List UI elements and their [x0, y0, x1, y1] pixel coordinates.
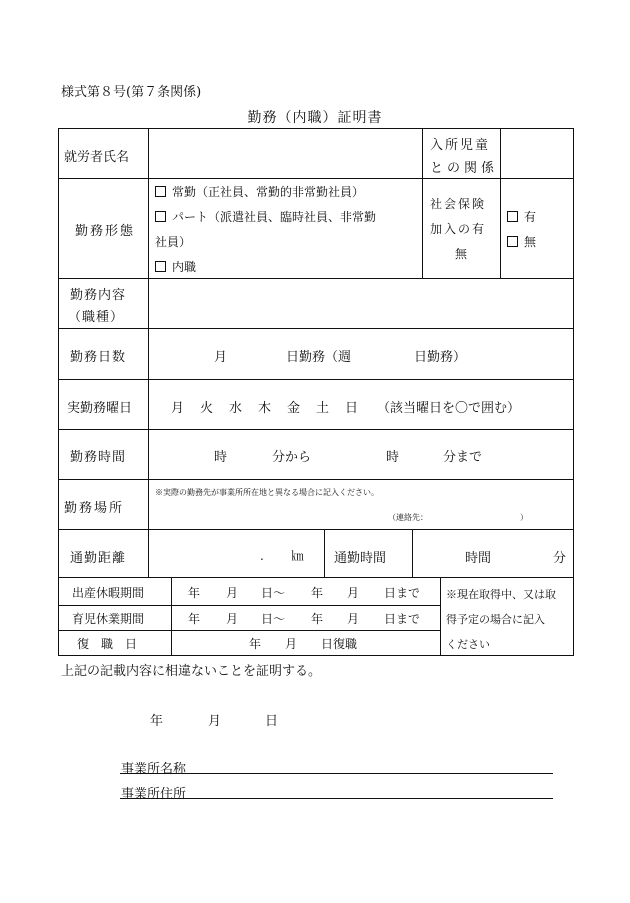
child-relation-label-1: 入所児童: [430, 138, 491, 153]
commute-distance-unit: . ㎞: [260, 549, 304, 563]
weekday-fri[interactable]: 金: [287, 401, 301, 416]
maternity-to-day: 日まで: [384, 586, 421, 600]
worker-name-label: 就労者氏名: [64, 150, 130, 165]
insurance-label-2: 加入の有: [430, 222, 487, 236]
work-days-label: 勤務日数: [70, 350, 127, 365]
work-days-weekly: 日勤務）: [414, 350, 467, 365]
weekday-thu[interactable]: 木: [258, 401, 272, 416]
company-name-field[interactable]: [200, 756, 552, 773]
maternity-from-day: 日〜: [261, 586, 286, 600]
commute-time-minutes: 分: [553, 551, 567, 566]
document-title: 勤務（内職）証明書: [247, 110, 383, 126]
checkbox-icon[interactable]: [507, 236, 518, 247]
leave-note-3: ください: [446, 638, 490, 651]
location-note: ※実際の勤務先が事業所所在地と異なる場合に記入ください。: [155, 488, 379, 497]
leave-note-2: 得予定の場合に記入: [446, 613, 545, 626]
hours-from: 分から: [272, 450, 312, 465]
insurance-label-1: 社会保険: [430, 197, 487, 211]
childcare-to-day: 日まで: [384, 612, 421, 626]
job-content-label-2: （職種）: [68, 310, 125, 325]
maternity-to-month: 月: [347, 586, 360, 600]
weekdays-label: 実勤務曜日: [67, 401, 133, 416]
childcare-from-month: 月: [226, 612, 239, 626]
date-year: 年: [150, 714, 164, 729]
work-days-days: 日勤務（週: [286, 350, 352, 365]
weekday-mon[interactable]: 月: [171, 401, 185, 416]
date-day: 日: [265, 714, 279, 729]
work-type-fulltime[interactable]: 常勤（正社員、常勤的非常勤社員）: [155, 183, 364, 200]
commute-time-hours: 時間: [465, 551, 492, 566]
weekdays-note: （該当曜日を〇で囲む）: [377, 401, 521, 416]
checkbox-icon[interactable]: [155, 211, 166, 222]
hours-until: 分まで: [443, 450, 483, 465]
location-field[interactable]: [150, 500, 380, 527]
certification-statement: 上記の記載内容に相違ないことを証明する。: [61, 664, 322, 679]
work-type-parttime[interactable]: パート（派遣社員、臨時社員、非常勤: [155, 208, 376, 225]
childcare-label: 育児休業期間: [72, 612, 145, 626]
work-days-month: 月: [214, 350, 228, 365]
company-address-field[interactable]: [200, 781, 552, 798]
company-address-label: 事業所住所: [121, 787, 187, 802]
insurance-label-3: 無: [455, 247, 468, 261]
job-content-label-1: 勤務内容: [70, 288, 127, 303]
childcare-from-day: 日〜: [261, 612, 286, 626]
hours-hour1: 時: [214, 450, 228, 465]
return-label: 復 職 日: [77, 637, 138, 651]
date-month: 月: [208, 714, 222, 729]
return-date: 年 月 日復職: [249, 637, 358, 651]
childcare-from-year: 年: [188, 612, 201, 626]
weekday-sat[interactable]: 土: [316, 401, 330, 416]
commute-time-label: 通勤時間: [334, 551, 387, 566]
work-type-home[interactable]: 内職: [155, 258, 196, 275]
weekday-wed[interactable]: 水: [229, 401, 243, 416]
leave-note-1: ※現在取得中、又は取: [446, 588, 556, 601]
company-name-label: 事業所名称: [121, 762, 187, 777]
weekday-sun[interactable]: 日: [345, 401, 359, 416]
hours-label: 勤務時間: [70, 450, 127, 465]
insurance-no[interactable]: 無: [507, 233, 536, 250]
location-contact: （連絡先： ）: [388, 513, 528, 522]
maternity-from-year: 年: [188, 586, 201, 600]
checkbox-icon[interactable]: [155, 186, 166, 197]
maternity-from-month: 月: [226, 586, 239, 600]
work-type-label: 勤務形態: [75, 224, 136, 239]
child-relation-field[interactable]: [502, 130, 572, 177]
childcare-to-year: 年: [311, 612, 324, 626]
checkbox-icon[interactable]: [507, 211, 518, 222]
checkbox-icon[interactable]: [155, 261, 166, 272]
childcare-to-month: 月: [347, 612, 360, 626]
weekday-tue[interactable]: 火: [200, 401, 214, 416]
maternity-to-year: 年: [311, 586, 324, 600]
worker-name-field[interactable]: [150, 130, 420, 177]
child-relation-label-2: との関係: [430, 161, 499, 176]
job-content-field[interactable]: [150, 280, 571, 327]
maternity-label: 出産休暇期間: [72, 586, 145, 600]
commute-distance-label: 通勤距離: [70, 551, 127, 566]
location-label: 勤務場所: [64, 501, 125, 516]
form-number: 様式第８号(第７条関係): [61, 85, 202, 100]
insurance-yes[interactable]: 有: [507, 208, 536, 225]
hours-hour2: 時: [386, 450, 400, 465]
work-type-parttime-cont: 社員）: [155, 235, 192, 249]
